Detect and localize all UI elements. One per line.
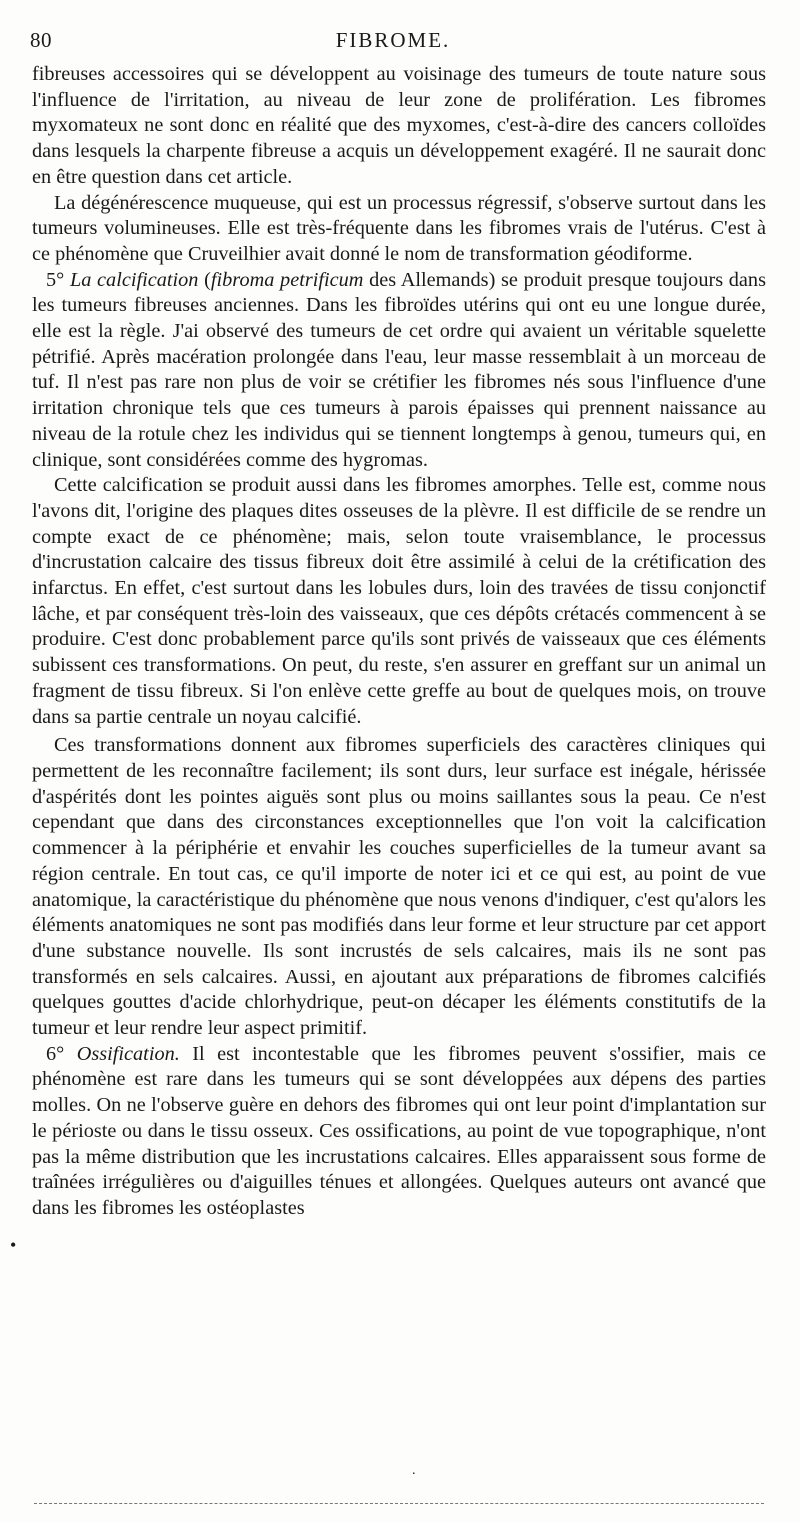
section-title-ossification: Ossification. — [76, 1042, 180, 1065]
open-paren: ( — [204, 268, 211, 291]
page-number: 80 — [30, 28, 52, 52]
footer-dotted-rule — [34, 1503, 764, 1504]
latin-term: fibroma petrificum — [210, 268, 364, 291]
section-number-5: 5° — [46, 268, 65, 291]
margin-mark: • — [10, 1235, 17, 1255]
paragraph-3-text: des Allemands) se produit presque toujours dans les tumeurs fibreuses anciennes. Dans les fibroïdes utérins qui ont eu une longue durée, elle est la règle. J'ai observé des tumeurs de cet ordre qui avaient un véritable squelette pétrifié. Après macération prolongée dans l'eau, leur masse ressemblait à un morceau de tuf. Il n'est pas rare non plus de voir se crétifier les fibromes nés sous l'influence d'une irritation chronique tels que ces tumeurs à parois épaisses qui prennent naissance au niveau de la rotule chez les individus qui se tiennent longtemps à genou, tumeurs qui, en clinique, sont considérées comme des hygromas. — [32, 268, 766, 471]
paragraph-2: La dégénérescence muqueuse, qui est un processus régressif, s'observe surtout dans les tumeurs volumineuses. Elle est très-fréquente dans les fibromes vrais de l'utérus. C'est à ce phénomène que Cruveilhier avait donné le nom de transformation géodiforme. — [32, 191, 766, 265]
paragraph-6 — [32, 1042, 766, 1222]
running-title: FIBROME. — [335, 28, 451, 52]
section-number-6: 6° — [46, 1042, 65, 1065]
paragraph-1: fibreuses accessoires qui se développent au voisinage des tumeurs de toute nature sous l'influence de l'irritation, au niveau de leur zone de prolifération. Les fibromes myxomateux ne sont donc en réalité que des myxomes, c'est-à-dire des cancers colloïdes dans lesquels la charpente fibreuse a acquis un développement exagéré. Il ne saurait donc en être question dans cet article. — [32, 63, 766, 188]
paragraph-3 — [32, 268, 766, 474]
paragraph-5: Ces transformations donnent aux fibromes superficiels des caractères cliniques qui permettent de les reconnaître facilement; ils sont durs, leur surface est inégale, hérissée d'aspérités dont les pointes aiguës sont plus ou moins saillantes sous la peau. Ce n'est cependant que dans des circonstances exceptionnelles que l'on voit la calcification commencer à la périphérie et envahir les couches superficielles de la tumeur avant sa région centrale. En tout cas, ce qu'il importe de noter ici et ce qui est, au point de vue anatomique, la caractéristique du phénomène que nous venons d'indiquer, c'est qu'alors les éléments anatomiques ne sont pas modifiés dans leur forme et leur structure par cet apport d'une substance nouvelle. Ils sont incrustés de sels calcaires, mais ils ne sont pas transformés en sels calcaires. Aussi, en ajoutant aux préparations de fibromes calcifiés quelques gouttes d'acide chlorhydrique, peut-on décaper les éléments constitutifs de la tumeur et leur rendre leur aspect primitif. — [32, 734, 766, 1040]
paragraph-4: Cette calcification se produit aussi dans les fibromes amorphes. Telle est, comme nous l'avons dit, l'origine des plaques dites osseuses de la plèvre. Il est difficile de se rendre un compte exact de ce phénomène; mais, selon toute vraisemblance, le processus d'incrustation calcaire des tissus fibreux doit être assimilé à celui de la crétification des infarctus. En effet, c'est surtout dans les lobules durs, loin des travées de tissu conjonctif lâche, et par conséquent très-loin des vaisseaux, que ces dépôts crétacés commencent à se produire. C'est donc probablement parce qu'ils sont privés de vaisseaux que ces éléments subissent ces transformations. On peut, du reste, s'en assurer en greffant sur un animal un fragment de tissu fibreux. Si l'on enlève cette greffe au bout de quelques mois, on trouve dans sa partie centrale un noyau calcifié. — [32, 474, 766, 728]
paragraph-6-text: Il est incontestable que les fibromes peuvent s'ossifier, mais ce phénomène est rare dans les tumeurs qui se sont développées aux dépens des parties molles. On ne l'observe guère en dehors des fibromes qui ont leur point d'implantation sur le périoste ou dans le tissu osseux. Ces ossifications, au point de vue topographique, n'ont pas la même distribution que les incrustations calcaires. Elles apparaissent sous forme de traînées irrégulières ou d'aiguilles ténues et allongées. Quelques auteurs ont avancé que dans les fibromes les ostéoplastes — [32, 1042, 766, 1219]
page-header — [30, 28, 756, 58]
section-title-calcification: La calcification — [69, 268, 199, 291]
stray-dot: . — [412, 1463, 416, 1478]
page-body — [32, 62, 766, 1222]
